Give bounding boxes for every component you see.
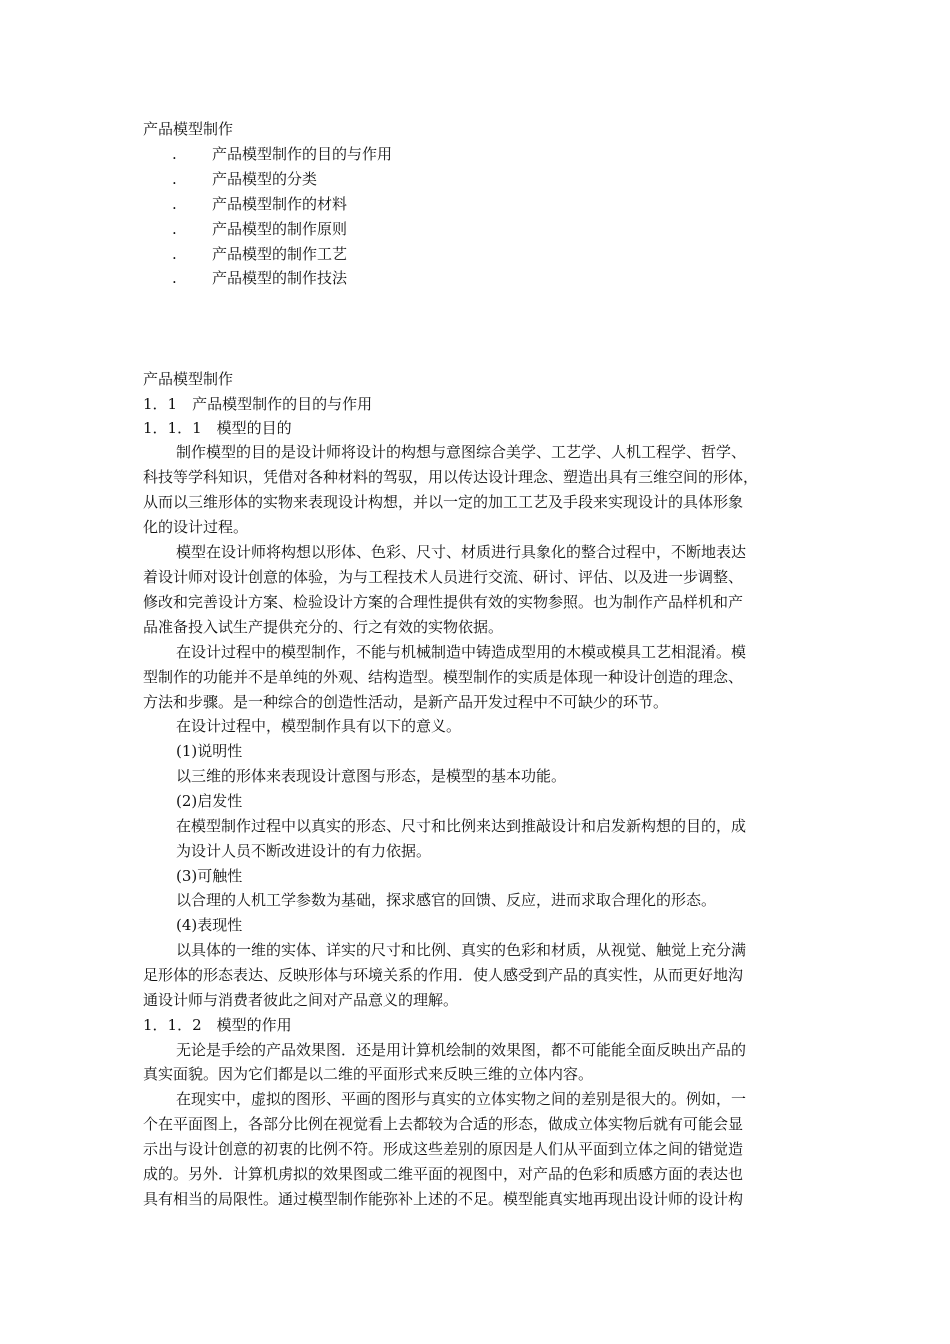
toc-item-text: 产品模型的分类 (212, 170, 318, 188)
paragraph-line: 在设计过程中的模型制作，不能与机械制造中铸造成型用的木模或模具工艺相混淆。模 (176, 643, 747, 661)
paragraph-line: 以具体的一维的实体、详实的尺寸和比例、真实的色彩和材质，从视觉、触觉上充分满 (176, 941, 747, 959)
paragraph-line: 模型在设计师将构想以形体、色彩、尺寸、材质进行具象化的整合过程中，不断地表达 (176, 543, 747, 561)
subheading-explanatory: (1)说明性 (176, 742, 243, 760)
paragraph-line: 科技等学科知识，凭借对各种材料的驾驭，用以传达设计理念、塑造出具有三维空间的形体， (143, 468, 759, 486)
toc-item (0, 266, 950, 290)
toc-bullet: . (172, 195, 177, 213)
heading-1-1-1: 1．1．1 模型的目的 (143, 419, 292, 437)
toc-item (0, 167, 950, 191)
paragraph-line: 真实面貌。因为它们都是以二维的平面形式来反映三维的立体内容。 (143, 1065, 594, 1083)
paragraph-line: 个在平面图上，各部分比例在视觉看上去都较为合适的形态，做成立体实物后就有可能会显 (143, 1115, 744, 1133)
paragraph-line: 在模型制作过程中以真实的形态、尺寸和比例来达到推敲设计和启发新构想的目的，成 (176, 817, 747, 835)
toc-item-text: 产品模型的制作工艺 (212, 245, 348, 263)
heading-1-1: 1．1 产品模型制作的目的与作用 (143, 395, 373, 413)
paragraph-line: 制作模型的目的是设计师将设计的构想与意图综合美学、工艺学、人机工程学、哲学、 (176, 443, 747, 461)
toc-title: 产品模型制作 (143, 120, 234, 138)
heading-1-1-2: 1．1．2 模型的作用 (143, 1016, 292, 1034)
paragraph-line: 修改和完善设计方案、检验设计方案的合理性提供有效的实物参照。也为制作产品样机和产 (143, 593, 744, 611)
toc-item (0, 242, 950, 266)
paragraph-line: 从而以三维形体的实物来表现设计构想，并以一定的加工工艺及手段来实现设计的具体形象 (143, 493, 744, 511)
subheading-expressive: (4)表现性 (176, 916, 243, 934)
paragraph-line: 足形体的形态表达、反映形体与环境关系的作用．使人感受到产品的真实性，从而更好地沟 (143, 966, 744, 984)
paragraph-line: 具有相当的局限性。通过模型制作能弥补上述的不足。模型能真实地再现出设计师的设计构 (143, 1190, 744, 1208)
toc-item-text: 产品模型的制作原则 (212, 220, 348, 238)
toc-item-text: 产品模型的制作技法 (212, 269, 348, 287)
paragraph-line: 着设计师对设计创意的体验，为与工程技术人员进行交流、研讨、评估、以及进一步调整、 (143, 568, 744, 586)
paragraph-line: 成的。另外．计算机虏拟的效果图或二维平面的视图中，对产品的色彩和质感方面的表达也 (143, 1165, 744, 1183)
paragraph-line: 在现实中，虚拟的图形、平画的图形与真实的立体实物之间的差别是很大的。例如，一 (176, 1090, 747, 1108)
toc-bullet: . (172, 269, 177, 287)
subheading-tangible: (3)可触性 (176, 867, 243, 885)
toc-item (0, 142, 950, 166)
paragraph-line: 以三维的形体来表现设计意图与形态，是模型的基本功能。 (176, 767, 567, 785)
paragraph-line: 通设计师与消费者彼此之间对产品意义的理解。 (143, 991, 459, 1009)
paragraph-line: 方法和步骤。是一种综合的创造性活动，是新产品开发过程中不可缺少的环节。 (143, 693, 669, 711)
paragraph-line: 在设计过程中，模型制作具有以下的意义。 (176, 717, 462, 735)
paragraph-line: 以合理的人机工学参数为基础，探求感官的回馈、反应，进而求取合理化的形态。 (176, 891, 717, 909)
paragraph-line: 品准备投入试生产提供充分的、行之有效的实物依据。 (143, 618, 504, 636)
toc-item (0, 192, 950, 216)
subheading-inspirational: (2)启发性 (176, 792, 243, 810)
toc-bullet: . (172, 220, 177, 238)
paragraph-line: 型制作的功能并不是单纯的外观、结构造型。模型制作的实质是体现一种设计创造的理念、 (143, 668, 744, 686)
paragraph-line: 无论是手绘的产品效果图．还是用计算机绘制的效果图，都不可能能全面反映出产品的 (176, 1041, 747, 1059)
toc-item-text: 产品模型制作的材料 (212, 195, 348, 213)
toc-bullet: . (172, 170, 177, 188)
toc-item (0, 217, 950, 241)
toc-bullet: . (172, 245, 177, 263)
paragraph-line: 示出与设计创意的初衷的比例不符。形成这些差别的原因是人们从平面到立体之间的错觉造 (143, 1140, 744, 1158)
toc-bullet: . (172, 145, 177, 163)
paragraph-line: 化的设计过程。 (143, 518, 249, 536)
paragraph-line: 为设计人员不断改进设计的有力依据。 (176, 842, 432, 860)
toc-item-text: 产品模型制作的目的与作用 (212, 145, 393, 163)
section-title: 产品模型制作 (143, 370, 234, 388)
